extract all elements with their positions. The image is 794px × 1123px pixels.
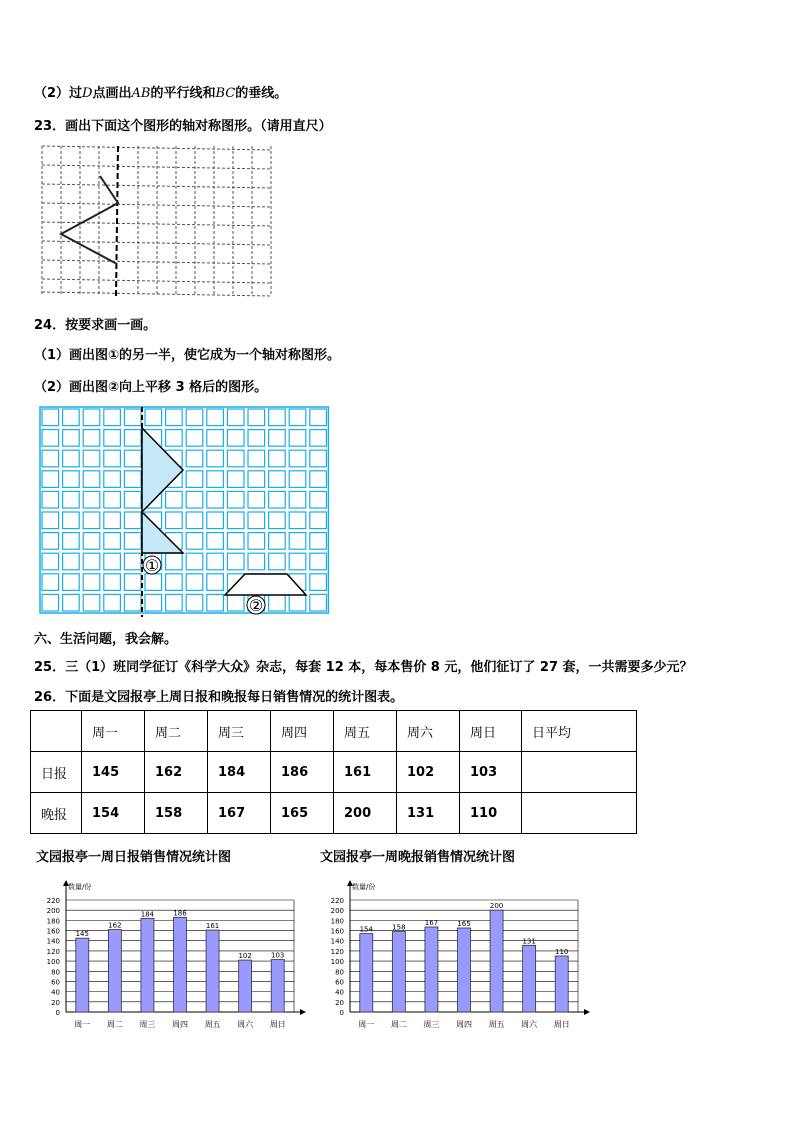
q24-grid-cell (124, 491, 141, 508)
q24-grid-cell (186, 553, 203, 570)
bar (425, 927, 438, 1012)
daily-paper-bar-chart (30, 872, 310, 1036)
table-row (31, 752, 637, 793)
bar (523, 945, 536, 1012)
q24-grid-cell (124, 409, 141, 426)
q24-grid-cell (248, 491, 265, 508)
q22-text: 的平行线和 (150, 86, 216, 101)
y-tick-label: 0 (55, 1009, 60, 1017)
q24-grid-cell (166, 409, 183, 426)
y-tick-label: 140 (46, 937, 60, 946)
q24-grid-cell (124, 533, 141, 550)
q24-grid-cell (83, 491, 100, 508)
q24-grid-cell (186, 574, 203, 591)
q23-question: 23．画出下面这个图形的轴对称图形。（请用直尺） (34, 119, 332, 134)
q23-half-shape (61, 176, 118, 264)
q24-grid-cell (124, 471, 141, 488)
q24-grid-cell (248, 409, 265, 426)
y-tick-label: 120 (46, 947, 60, 956)
table-header-cell: 日平均 (522, 711, 637, 752)
y-tick-label: 160 (330, 927, 344, 936)
bar (490, 910, 503, 1012)
bar-value-label: 103 (271, 951, 285, 960)
chart-2-title: 文园报亭一周晚报销售情况统计图 (320, 850, 516, 865)
table-header-cell: 周日 (460, 711, 522, 752)
x-tick-label: 周五 (488, 1020, 505, 1029)
q24-grid-cell (248, 450, 265, 467)
bar-value-label: 145 (75, 930, 89, 939)
q24-grid-cell (186, 409, 203, 426)
bar-value-label: 161 (205, 922, 220, 931)
x-tick-label: 周二 (106, 1020, 123, 1029)
x-tick-label: 周六 (237, 1020, 254, 1029)
q24-grid-cell (269, 553, 286, 570)
table-cell: 158 (145, 793, 208, 834)
q24-grid-cell (104, 574, 121, 591)
bar-value-label: 200 (489, 902, 504, 911)
q24-grid-cell (310, 594, 327, 611)
q24-grid-cell (227, 409, 244, 426)
q24-grid-cell (227, 450, 244, 467)
table-header-cell: 周三 (208, 711, 271, 752)
q24-grid-cell (310, 491, 327, 508)
q24-grid-cell (124, 450, 141, 467)
q24-grid-cell (269, 594, 286, 611)
y-tick-label: 100 (330, 958, 344, 967)
q24-grid-cell (207, 512, 224, 529)
y-tick-label: 140 (330, 937, 344, 946)
table-cell: 103 (460, 752, 522, 793)
bar-value-label: 110 (555, 948, 569, 956)
table-cell: 162 (145, 752, 208, 793)
y-tick-label: 60 (335, 978, 344, 987)
q24-grid-cell (227, 553, 244, 570)
q24-grid-cell (186, 430, 203, 447)
bar-value-label: 102 (238, 952, 252, 961)
q24-part1: （1）画出图①的另一半，使它成为一个轴对称图形。 (34, 348, 341, 363)
q24-grid-cell (42, 491, 59, 508)
row-label: 日报 (31, 752, 82, 793)
bar-value-label: 165 (457, 920, 471, 928)
table-header-cell: 周一 (82, 711, 145, 752)
q24-grid-cell (42, 409, 59, 426)
table-cell: 161 (334, 752, 397, 793)
bar (76, 938, 89, 1012)
q24-grid-cell (186, 491, 203, 508)
q24-grid-cell (124, 553, 141, 570)
q24-grid-cell (248, 512, 265, 529)
y-tick-label: 40 (335, 988, 344, 997)
q24-grid-cell (124, 574, 141, 591)
q24-grid-cell (83, 450, 100, 467)
label-2: ② (248, 596, 264, 615)
table-row (31, 793, 637, 834)
q24-grid-cell (289, 553, 306, 570)
x-tick-label: 周日 (269, 1020, 286, 1029)
q24-grid-cell (104, 471, 121, 488)
y-tick-label: 180 (330, 917, 344, 926)
q24-grid-cell (83, 594, 100, 611)
bar (206, 930, 219, 1012)
table-cell-average[interactable] (522, 793, 637, 834)
q22-text: 点画出 (92, 86, 132, 101)
y-axis-label: 数量/份 (68, 883, 92, 891)
q24-title: 24．按要求画一画。 (34, 318, 157, 333)
y-tick-label: 180 (46, 917, 60, 926)
x-axis-arrow (300, 1009, 306, 1015)
q24-grid-cell (248, 553, 265, 570)
segment-ab: AB (131, 86, 151, 101)
sales-table (30, 710, 637, 834)
y-tick-label: 220 (46, 897, 60, 905)
q24-grid-cell (42, 512, 59, 529)
y-tick-label: 80 (335, 968, 344, 977)
x-axis-arrow (584, 1009, 590, 1015)
q24-grid-cell (186, 533, 203, 550)
bar-value-label: 131 (522, 937, 536, 946)
q24-grid-cell (248, 533, 265, 550)
q24-grid-cell (42, 430, 59, 447)
point-d: D (82, 86, 93, 101)
table-header-row (31, 711, 637, 752)
q22-part2 (34, 82, 287, 101)
q24-grid-cell (207, 450, 224, 467)
q24-grid-cell (310, 471, 327, 488)
bar (108, 930, 121, 1012)
x-tick-label: 周三 (423, 1020, 440, 1029)
q24-grid-cell (310, 574, 327, 591)
bar-value-label: 154 (359, 925, 373, 934)
y-tick-label: 0 (339, 1009, 344, 1017)
table-cell: 131 (397, 793, 460, 834)
table-cell: 186 (271, 752, 334, 793)
q23-symmetry-axis (116, 146, 118, 297)
q24-grid-cell (166, 574, 183, 591)
x-tick-label: 周日 (553, 1020, 570, 1029)
q24-grid-cell (166, 430, 183, 447)
q24-grid-cell (83, 512, 100, 529)
q24-grid-cell (166, 512, 183, 529)
x-tick-label: 周一 (74, 1020, 91, 1029)
bar-value-label: 167 (424, 918, 439, 927)
table-header-cell: 周四 (271, 711, 334, 752)
y-tick-label: 20 (51, 998, 60, 1007)
q24-grid-cell (227, 471, 244, 488)
q26-question: 26．下面是文园报亭上周日报和晚报每日销售情况的统计图表。 (34, 690, 404, 705)
q24-grid-cell (289, 594, 306, 611)
q24-grid-cell (145, 594, 162, 611)
x-tick-label: 周一 (358, 1020, 375, 1029)
q24-grid-cell (269, 533, 286, 550)
q24-grid-cell (207, 430, 224, 447)
table-header-cell: 周六 (397, 711, 460, 752)
y-tick-label: 200 (330, 907, 344, 916)
y-tick-label: 20 (335, 998, 344, 1007)
y-tick-label: 80 (51, 968, 60, 977)
q24-grid-cell (104, 450, 121, 467)
y-tick-label: 100 (46, 958, 60, 967)
bar (271, 960, 284, 1012)
q24-grid-cell (63, 553, 80, 570)
q24-grid-cell (42, 471, 59, 488)
table-cell: 184 (208, 752, 271, 793)
x-tick-label: 周四 (172, 1020, 188, 1029)
q24-grid-cell (269, 430, 286, 447)
row-label: 晚报 (31, 793, 82, 834)
segment-bc: BC (215, 86, 236, 101)
q22-text: （2）过 (34, 86, 83, 101)
x-tick-label: 周三 (139, 1020, 156, 1029)
x-tick-label: 周六 (521, 1020, 538, 1029)
bar (141, 918, 154, 1012)
y-tick-label: 220 (330, 897, 344, 905)
table-cell: 165 (271, 793, 334, 834)
q24-grid-cell (63, 533, 80, 550)
evening-paper-bar-chart (314, 872, 594, 1036)
table-cell: 167 (208, 793, 271, 834)
y-tick-label: 120 (330, 947, 344, 956)
table-header-cell: 周五 (334, 711, 397, 752)
q24-grid-cell (207, 491, 224, 508)
q24-grid-cell (63, 471, 80, 488)
q23-dashed-grid (42, 146, 271, 296)
bar (239, 960, 252, 1012)
q24-figure-grid (38, 405, 330, 619)
q24-grid-cell (310, 553, 327, 570)
q24-grid-cell (104, 533, 121, 550)
label-1: ① (144, 556, 160, 575)
table-header-cell (31, 711, 82, 752)
bar (458, 928, 471, 1012)
q24-grid-cell (289, 512, 306, 529)
q24-grid-cell (310, 430, 327, 447)
bar (392, 932, 405, 1012)
q24-grid-cell (227, 491, 244, 508)
q24-grid-cell (104, 491, 121, 508)
x-tick-label: 周二 (390, 1020, 407, 1029)
q24-grid-cell (42, 553, 59, 570)
q24-grid-cell (289, 533, 306, 550)
q24-grid-cell (42, 450, 59, 467)
q24-grid-cell (83, 430, 100, 447)
q24-grid-cell (269, 512, 286, 529)
q24-grid-cell (207, 409, 224, 426)
y-tick-label: 160 (46, 927, 60, 936)
q23-figure-grid (38, 142, 278, 302)
bar-value-label: 158 (392, 923, 406, 932)
q24-grid-cell (83, 409, 100, 426)
q24-grid-cell (166, 553, 183, 570)
q24-grid-cell (63, 574, 80, 591)
bar-value-label: 186 (173, 909, 187, 918)
q24-grid-cell (289, 450, 306, 467)
q24-grid-cell (63, 491, 80, 508)
q24-grid-cell (289, 471, 306, 488)
q24-grid-cell (248, 471, 265, 488)
q24-grid-cell (42, 574, 59, 591)
q22-text: 的垂线。 (235, 86, 288, 101)
y-tick-label: 60 (51, 978, 60, 987)
q24-grid-cell (104, 430, 121, 447)
bar (174, 917, 187, 1012)
q24-grid-cell (124, 594, 141, 611)
q24-grid-cell (104, 409, 121, 426)
q24-grid-cell (186, 594, 203, 611)
q24-grid-cell (83, 533, 100, 550)
q24-grid-cell (104, 553, 121, 570)
q24-grid-cell (63, 594, 80, 611)
y-tick-label: 40 (51, 988, 60, 997)
bar (360, 934, 373, 1012)
x-tick-label: 周四 (456, 1020, 472, 1029)
q24-grid-cell (63, 430, 80, 447)
q24-grid-cell (289, 430, 306, 447)
table-cell: 110 (460, 793, 522, 834)
q24-grid-cell (104, 594, 121, 611)
q24-grid-cell (227, 533, 244, 550)
table-cell: 154 (82, 793, 145, 834)
q24-part2: （2）画出图②向上平移 3 格后的图形。 (34, 380, 268, 395)
x-tick-label: 周五 (204, 1020, 221, 1029)
q24-grid-cell (227, 594, 244, 611)
q24-grid-cell (104, 512, 121, 529)
y-axis-label: 数量/份 (352, 883, 376, 891)
q24-grid-cell (63, 512, 80, 529)
q24-grid-cell (124, 512, 141, 529)
table-header-cell: 周二 (145, 711, 208, 752)
q24-grid-cell (166, 594, 183, 611)
q25-question: 25．三（1）班同学征订《科学大众》杂志，每套 12 本，每本售价 8 元，他们征订了 27 套，一共需要多少元？ (34, 660, 693, 675)
q24-grid-cell (63, 450, 80, 467)
q24-grid-cell (269, 409, 286, 426)
q24-grid-cell (145, 409, 162, 426)
q24-grid-cell (269, 491, 286, 508)
q24-grid-cell (310, 533, 327, 550)
chart-1-title: 文园报亭一周日报销售情况统计图 (36, 850, 232, 865)
q24-grid-cell (166, 491, 183, 508)
table-cell-average[interactable] (522, 752, 637, 793)
q24-grid-cell (42, 533, 59, 550)
q24-grid-cell (63, 409, 80, 426)
q24-grid-cell (207, 533, 224, 550)
q24-grid-cell (269, 471, 286, 488)
q24-grid-cell (269, 450, 286, 467)
q24-grid-cell (227, 512, 244, 529)
q24-grid-cell (207, 574, 224, 591)
q24-grid-cell (289, 409, 306, 426)
q24-grid-cell (186, 512, 203, 529)
table-cell: 200 (334, 793, 397, 834)
bar-value-label: 184 (140, 910, 155, 919)
q24-grid-cell (310, 512, 327, 529)
y-tick-label: 200 (46, 907, 60, 916)
q24-grid-cell (186, 471, 203, 488)
q24-grid-cell (227, 430, 244, 447)
bar (555, 956, 568, 1012)
q24-grid-cell (124, 430, 141, 447)
q24-grid-cell (83, 553, 100, 570)
q24-grid-cell (248, 430, 265, 447)
q24-grid-cell (289, 491, 306, 508)
bar-value-label: 162 (108, 921, 122, 930)
table-cell: 102 (397, 752, 460, 793)
q24-grid-cell (83, 574, 100, 591)
table-cell: 145 (82, 752, 145, 793)
q24-grid-cell (310, 409, 327, 426)
q24-grid-cell (207, 553, 224, 570)
q24-grid-cell (83, 471, 100, 488)
q24-grid-cell (42, 594, 59, 611)
q24-grid-cell (207, 594, 224, 611)
section-six-title: 六、生活问题，我会解。 (34, 632, 178, 647)
q24-grid-cell (310, 450, 327, 467)
q24-grid-cell (207, 471, 224, 488)
q24-grid-cell (186, 450, 203, 467)
q24-grid-cell (145, 574, 162, 591)
